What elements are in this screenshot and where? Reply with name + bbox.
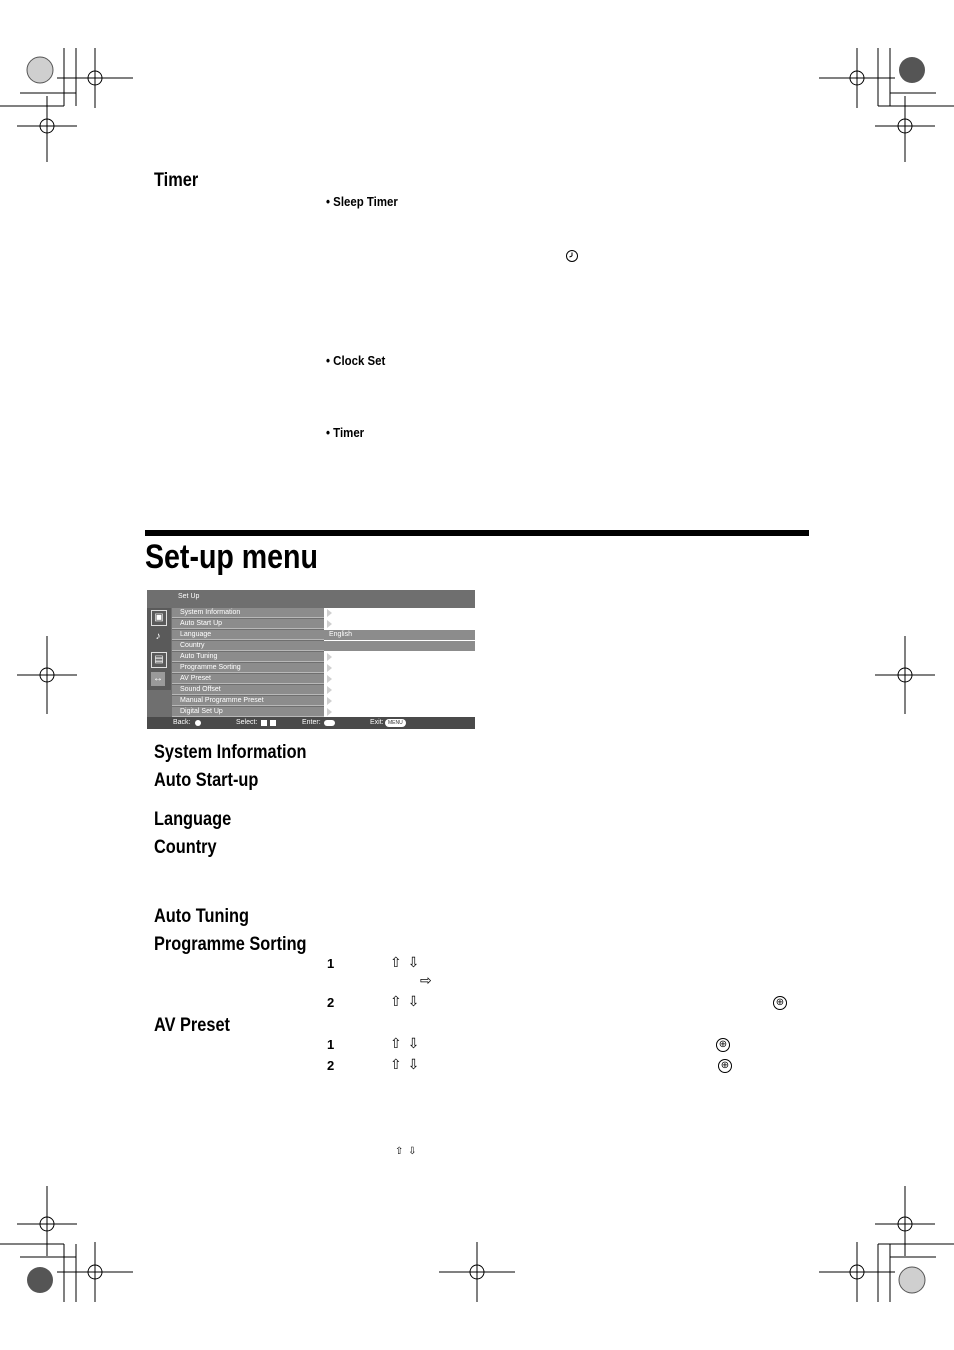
- timer-item-label: • Timer: [326, 425, 365, 440]
- features-icon: ▤: [151, 652, 167, 668]
- osd-item-manual-programme-preset: Manual Programme Preset: [172, 696, 324, 706]
- osd-right-panel: [324, 608, 475, 717]
- osd-icon-bar: [147, 608, 171, 690]
- up-down-arrow-icon: ⇧ ⇩: [390, 954, 421, 970]
- osd-footer-back: Back:: [173, 719, 191, 726]
- heading-language: Language: [154, 809, 232, 830]
- osd-item-sound-offset: Sound Offset: [172, 685, 324, 695]
- heading-av-preset: AV Preset: [154, 1015, 230, 1036]
- heading-system-information: System Information: [154, 742, 307, 763]
- menu-badge: MENU: [385, 719, 406, 727]
- setup-menu-title: Set-up menu: [145, 538, 318, 576]
- ok-button-icon: ⊕: [716, 1038, 730, 1052]
- osd-country-value: [324, 641, 475, 651]
- enter-button-icon: [324, 720, 335, 726]
- osd-arrow-icon: [327, 697, 332, 705]
- osd-arrow-icon: [327, 708, 332, 716]
- osd-item-auto-start-up: Auto Start Up: [172, 619, 324, 629]
- clock-set-label: • Clock Set: [326, 353, 386, 368]
- up-key-icon: [261, 720, 267, 726]
- osd-item-digital-set-up: Digital Set Up: [172, 707, 324, 717]
- sleep-timer-label: • Sleep Timer: [326, 194, 398, 209]
- section-rule: [145, 530, 809, 536]
- up-down-arrow-icon: ⇧ ⇩: [390, 1056, 421, 1072]
- heading-auto-tuning: Auto Tuning: [154, 906, 249, 927]
- sound-note-icon: ♪: [155, 631, 161, 642]
- setup-osd-menu: [147, 590, 475, 729]
- osd-item-country: Country: [172, 641, 324, 651]
- osd-arrow-icon: [327, 664, 332, 672]
- heading-programme-sorting: Programme Sorting: [154, 934, 307, 955]
- osd-arrow-icon: [327, 686, 332, 694]
- timer-heading: Timer: [154, 170, 199, 191]
- osd-footer-exit: Exit:: [370, 719, 384, 726]
- ok-button-icon: ⊕: [718, 1059, 732, 1073]
- osd-item-av-preset: AV Preset: [172, 674, 324, 684]
- heading-auto-start-up: Auto Start-up: [154, 770, 259, 791]
- right-arrow-icon: ⇨: [420, 972, 433, 988]
- osd-arrow-icon: [327, 675, 332, 683]
- sorting-step-2: 2: [327, 995, 335, 1010]
- osd-item-programme-sorting: Programme Sorting: [172, 663, 324, 673]
- up-down-arrow-icon: ⇧ ⇩: [390, 1035, 421, 1051]
- preset-step-2: 2: [327, 1058, 335, 1073]
- down-key-icon: [270, 720, 276, 726]
- osd-footer-enter: Enter:: [302, 719, 321, 726]
- setup-arrows-icon: ↔: [153, 673, 163, 684]
- timer-clock-icon: [565, 249, 579, 263]
- heading-country: Country: [154, 837, 217, 858]
- osd-item-auto-tuning: Auto Tuning: [172, 652, 324, 662]
- osd-arrow-icon: [327, 609, 332, 617]
- osd-arrow-icon: [327, 620, 332, 628]
- osd-arrow-icon: [327, 653, 332, 661]
- sorting-step-1: 1: [327, 956, 335, 971]
- osd-footer: [147, 717, 475, 729]
- osd-footer-select: Select:: [236, 719, 258, 726]
- osd-item-system-information: System Information: [172, 608, 324, 618]
- osd-language-value: English: [324, 630, 475, 640]
- preset-step-1: 1: [327, 1037, 335, 1052]
- ok-button-icon: ⊕: [773, 996, 787, 1010]
- back-button-icon: [195, 720, 201, 726]
- osd-title: Set Up: [178, 593, 200, 600]
- picture-icon: ▣: [151, 610, 167, 626]
- small-up-down-arrow-icon: ⇧ ⇩: [395, 1146, 418, 1157]
- up-down-arrow-icon: ⇧ ⇩: [390, 993, 421, 1009]
- osd-item-language: Language: [172, 630, 324, 640]
